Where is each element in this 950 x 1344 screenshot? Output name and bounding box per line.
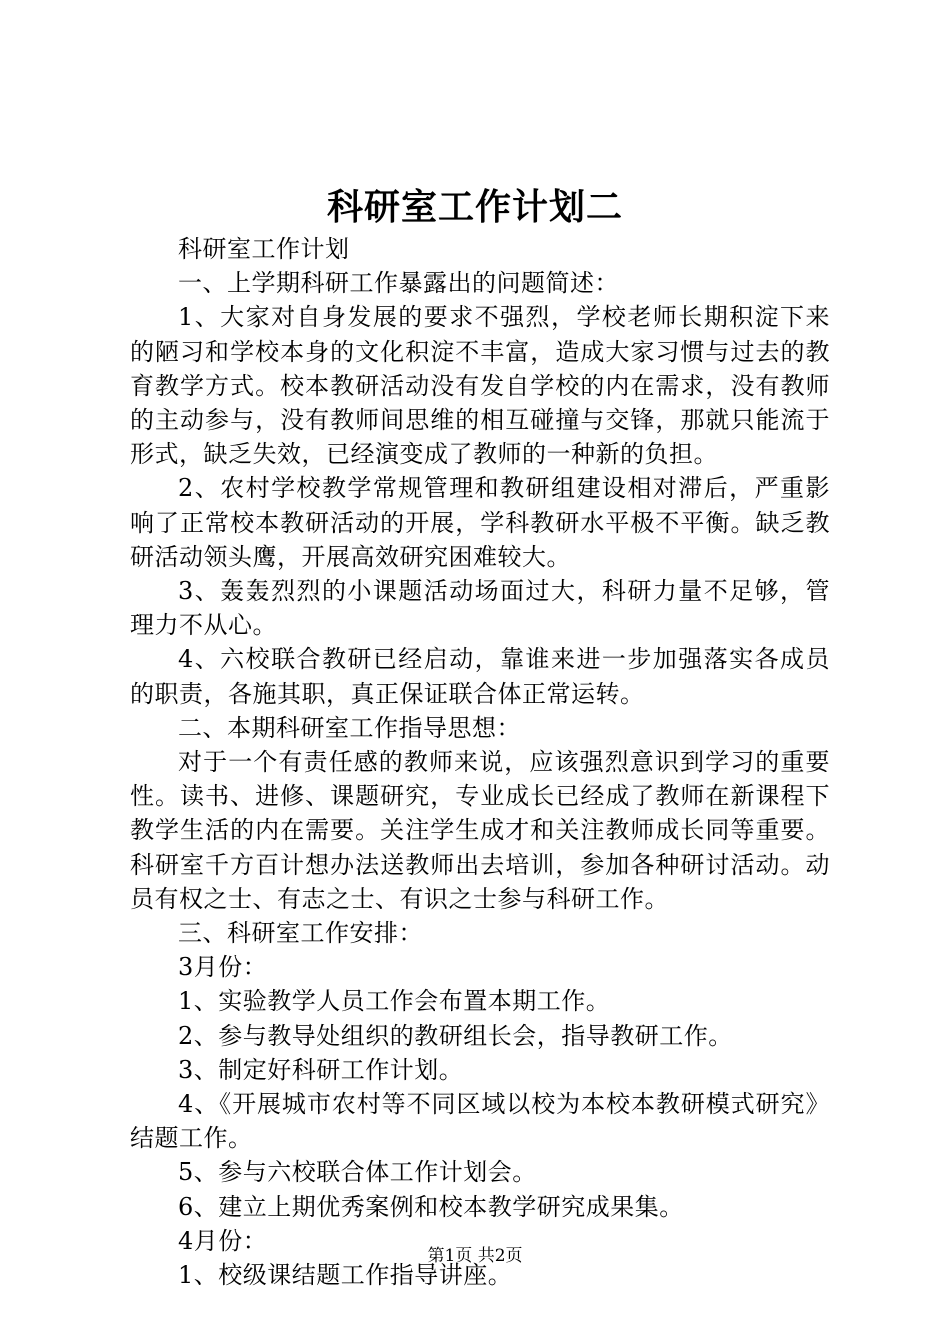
document-body (130, 232, 830, 1292)
paragraph: 1、校级课结题工作指导讲座。 (178, 1261, 513, 1290)
paragraph: 4月份： (178, 1226, 268, 1255)
page-number-footer: 第1页 共2页 (427, 1246, 523, 1266)
paragraph: 4、六校联合教研已经启动，靠谁来进一步加强落实各成员的职责，各施其职，真正保证联合体正常运转。 (130, 645, 830, 708)
paragraph: 对于一个有责任感的教师来说，应该强烈意识到学习的重要性。读书、进修、课题研究，专业成长已经成了教师在新课程下教学生活的内在需要。关注学生成才和关注教师成长同等重要。科研室千方百计想办法送教师出去培训，参加各种研讨活动。动员有权之士、有志之士、有识之士参与科研工作。 (130, 748, 830, 913)
paragraph: 3、制定好科研工作计划。 (178, 1055, 464, 1084)
paragraph: 4、《开展城市农村等不同区域以校为本校本教研模式研究》结题工作。 (130, 1090, 830, 1153)
paragraph: 3、轰轰烈烈的小课题活动场面过大，科研力量不足够，管理力不从心。 (130, 577, 830, 640)
paragraph: 3月份： (178, 953, 268, 982)
paragraph: 科研室工作计划 (178, 235, 350, 263)
paragraph: 2、参与教导处组织的教研组长会，指导教研工作。 (178, 1021, 733, 1050)
paragraph: 一、上学期科研工作暴露出的问题简述： (178, 269, 619, 298)
paragraph: 1、大家对自身发展的要求不强烈，学校老师长期积淀下来的陋习和学校本身的文化积淀不丰富，造成大家习惯与过去的教育教学方式。校本教研活动没有发自学校的内在需求，没有教师的主动参与，没有教师间思维的相互碰撞与交锋，那就只能流于形式，缺乏失效，已经演变成了教师的一种新的负担。 (130, 303, 830, 469)
paragraph: 2、农村学校教学常规管理和教研组建设相对滞后，严重影响了正常校本教研活动的开展，学科教研水平极不平衡。缺乏教研活动领头鹰，开展高效研究困难较大。 (130, 474, 830, 571)
document-title: 科研室工作计划二 (326, 186, 623, 228)
paragraph: 1、实验教学人员工作会布置本期工作。 (178, 987, 611, 1016)
paragraph: 三、科研室工作安排： (178, 919, 423, 948)
paragraph: 5、参与六校联合体工作计划会。 (178, 1158, 537, 1187)
paragraph: 二、本期科研室工作指导思想： (178, 713, 521, 742)
paragraph: 6、建立上期优秀案例和校本教学研究成果集。 (178, 1192, 684, 1221)
